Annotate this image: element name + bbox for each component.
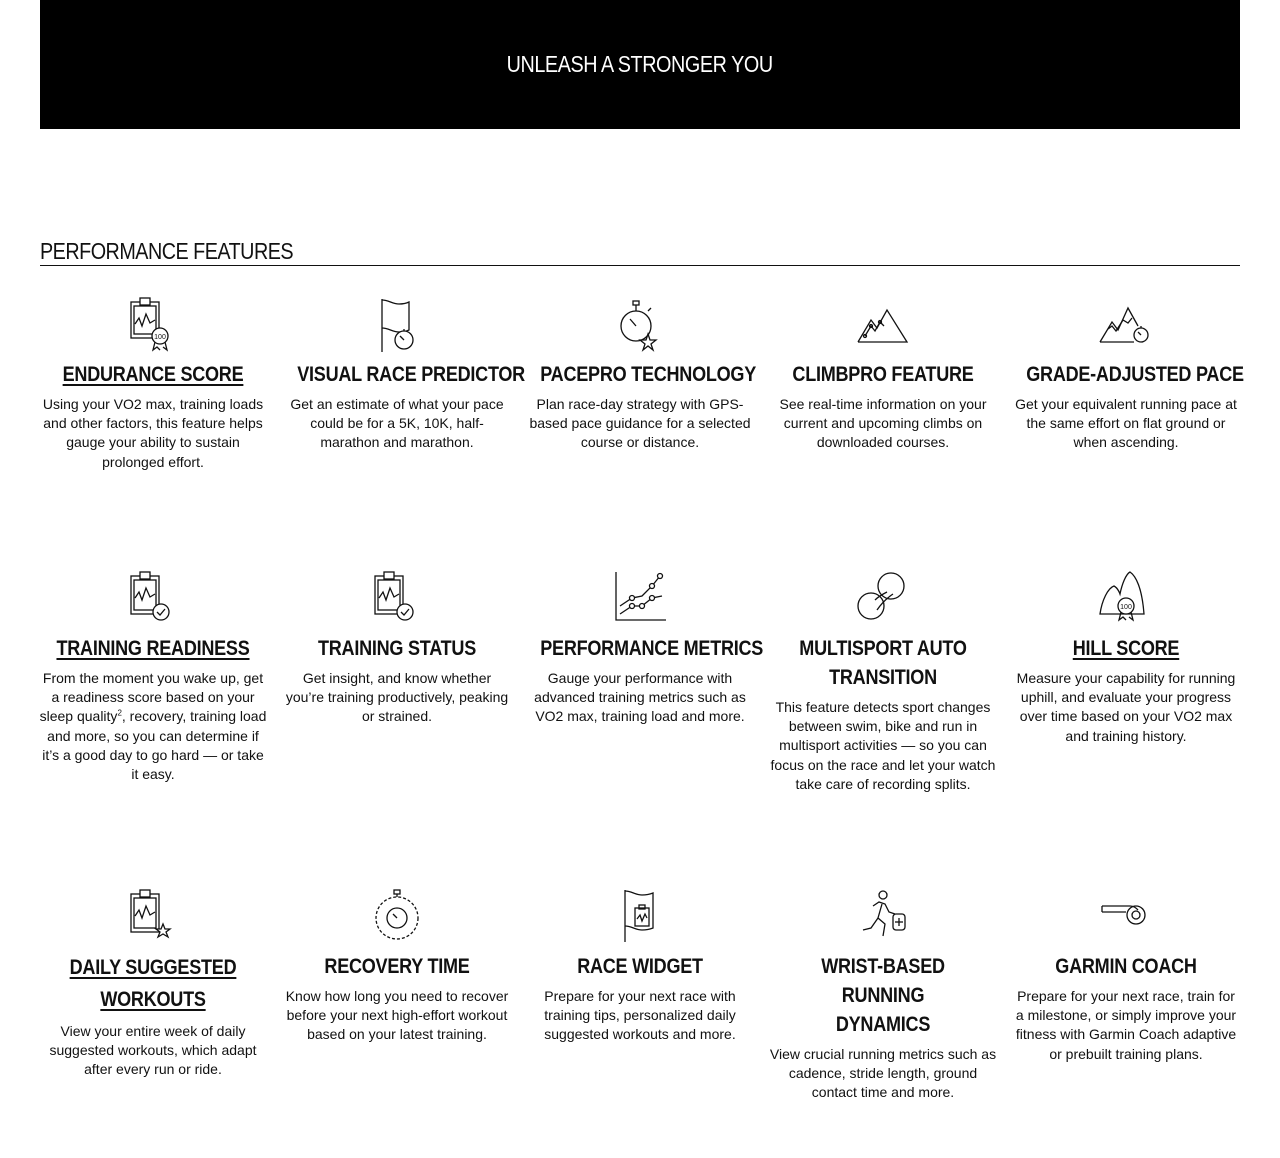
feature-pacepro-technology <box>524 296 756 453</box>
feature-title: GRADE-ADJUSTED PACE <box>1026 363 1244 386</box>
section-title: PERFORMANCE FEATURES <box>40 238 294 264</box>
feature-multisport-auto-transition <box>767 570 999 794</box>
feature-description: Get an estimate of what your pace could be for a 5K, 10K, half-marathon and marathon. <box>290 396 504 451</box>
feature-title[interactable]: DAILY SUGGESTED WORKOUTS <box>69 956 237 1011</box>
feature-title: RECOVERY TIME <box>324 955 470 978</box>
feature-performance-metrics <box>524 570 764 727</box>
feature-description: Get insight, and know whether you’re training productively, peaking or strained. <box>285 670 509 725</box>
feature-description: Using your VO2 max, training loads and other factors, this feature helps gauge your ability to sustain prolonged effort. <box>42 396 264 470</box>
feature-title: MULTISPORT AUTO TRANSITION <box>799 637 967 689</box>
feature-description: Prepare for your next race, train for a milestone, or simply improve your fitness with Garmin Coach adaptive or prebuilt training plans. <box>1015 988 1237 1062</box>
feature-recovery-time <box>281 888 513 1045</box>
hero-banner <box>40 0 1240 129</box>
feature-race-widget <box>524 888 756 1045</box>
feature-description: See real-time information on your current and upcoming climbs on downloaded courses. <box>779 396 987 451</box>
svg-text:100: 100 <box>154 334 166 341</box>
feature-description: View your entire week of daily suggested workouts, which adapt after every run or ride. <box>49 1023 257 1078</box>
feature-title: RACE WIDGET <box>577 955 703 978</box>
line-chart-icon <box>610 570 670 628</box>
feature-description: Know how long you need to recover before your next high-effort workout based on your latest training. <box>285 988 509 1043</box>
feature-description: Prepare for your next race with training tips, personalized daily suggested workouts and more. <box>544 988 736 1043</box>
clipboard-check-icon <box>367 570 427 628</box>
feature-daily-suggested-workouts <box>37 888 269 1080</box>
feature-wrist-based-running-dynamics <box>767 888 999 1103</box>
feature-description: Measure your capability for running uphill, and evaluate your progress over time based on your VO2 max and training history. <box>1016 670 1236 744</box>
section-divider <box>40 265 1240 266</box>
runner-watch-icon <box>853 888 913 946</box>
feature-description: From the moment you wake up, get a readiness score based on your sleep quality$^2$, recovery, training load and more, so you can determine if it’s a good day to go hard — or take it easy. <box>39 670 267 783</box>
feature-description: Get your equivalent running pace at the same effort on flat ground or when ascending. <box>1015 396 1237 451</box>
feature-description: Gauge your performance with advanced training metrics such as VO2 max, training load and more. <box>534 670 746 725</box>
feature-visual-race-predictor <box>281 296 525 453</box>
clipboard-check-icon <box>123 570 183 628</box>
mountain-climb-icon <box>853 296 913 354</box>
feature-title: VISUAL RACE PREDICTOR <box>297 363 525 386</box>
flag-stopwatch-icon <box>367 296 427 354</box>
clipboard-star-icon <box>123 888 183 946</box>
feature-title: CLIMBPRO FEATURE <box>792 363 974 386</box>
clipboard-badge-icon <box>123 296 183 354</box>
feature-endurance-score <box>37 296 269 472</box>
stopwatch-star-icon <box>610 296 670 354</box>
feature-title[interactable]: ENDURANCE SCORE <box>62 363 244 386</box>
hill-badge-icon <box>1096 570 1156 628</box>
feature-title[interactable]: HILL SCORE <box>1072 637 1180 660</box>
feature-title: WRIST-BASED RUNNING DYNAMICS <box>821 955 945 1036</box>
feature-hill-score <box>1010 570 1242 746</box>
feature-title: GARMIN COACH <box>1055 955 1197 978</box>
feature-title: PERFORMANCE METRICS <box>540 637 764 660</box>
whistle-icon <box>1096 888 1156 946</box>
feature-climbpro <box>767 296 999 453</box>
feature-title: PACEPRO TECHNOLOGY <box>540 363 757 386</box>
flag-clipboard-icon <box>610 888 670 946</box>
feature-description: View crucial running metrics such as cadence, stride length, ground contact time and more. <box>769 1046 997 1101</box>
feature-description: Plan race-day strategy with GPS-based pace guidance for a selected course or distance. <box>529 396 751 451</box>
svg-text:100: 100 <box>1120 604 1132 611</box>
mountain-stopwatch-icon <box>1096 296 1156 354</box>
feature-title[interactable]: TRAINING READINESS <box>56 637 250 660</box>
feature-title: TRAINING STATUS <box>318 637 476 660</box>
linked-rings-icon <box>853 570 913 628</box>
feature-training-readiness <box>37 570 269 784</box>
feature-training-status <box>281 570 513 727</box>
feature-garmin-coach <box>1010 888 1242 1064</box>
feature-description: This feature detects sport changes between swim, bike and run in multisport activities — so you can focus on the race and let your watch take care of recording splits. <box>770 699 996 792</box>
recovery-timer-icon <box>367 888 427 946</box>
banner-title: UNLEASH A STRONGER YOU <box>506 51 774 77</box>
feature-grade-adjusted-pace <box>1010 296 1242 453</box>
